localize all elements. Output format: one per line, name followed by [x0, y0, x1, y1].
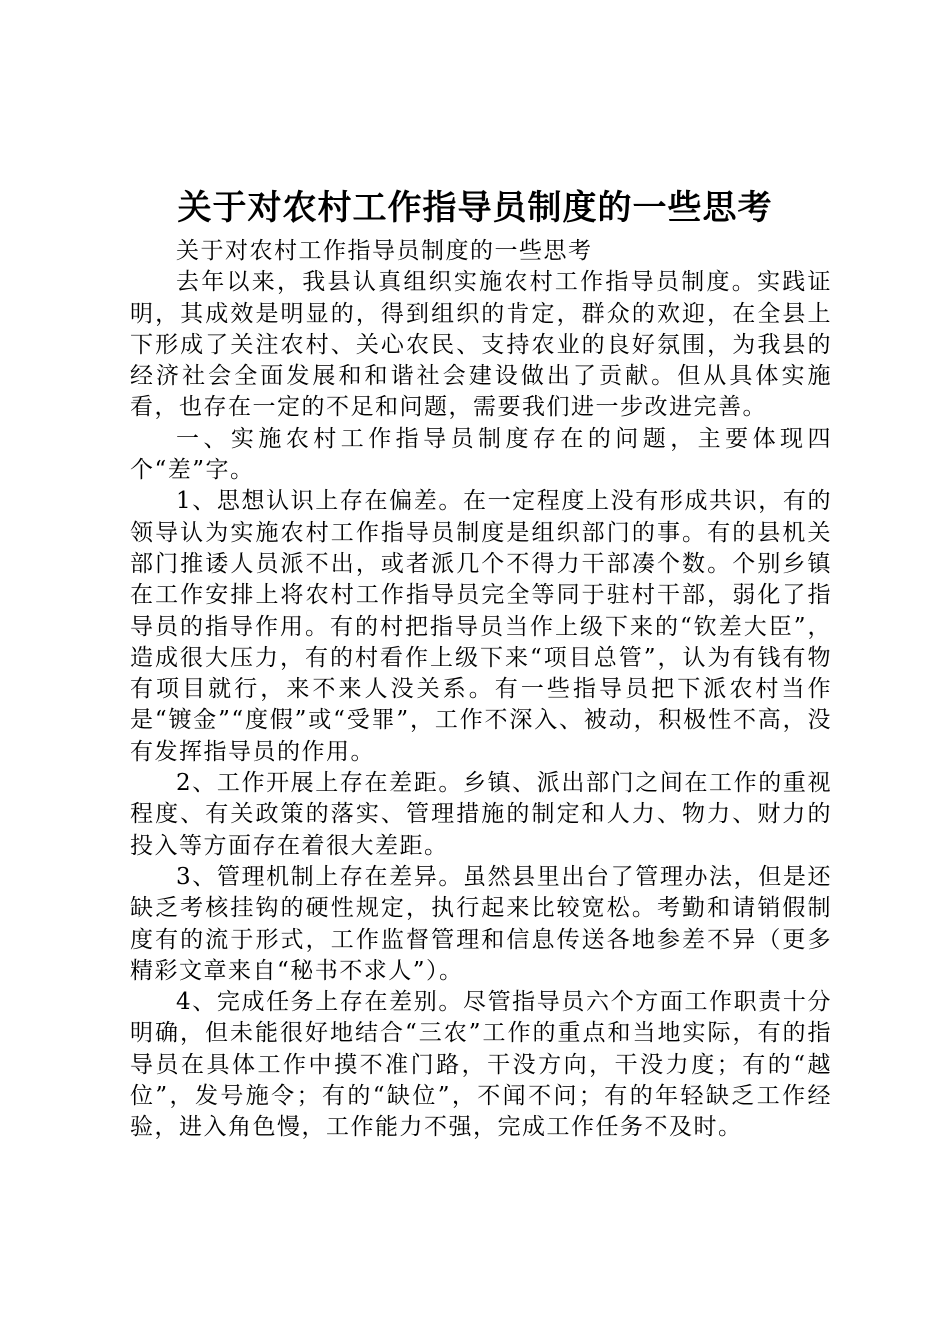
paragraph-point-3: 3、管理机制上存在差异。虽然县里出台了管理办法，但是还缺乏考核挂钩的硬性规定，执行起来比较宽松。考勤和请销假制度有的流于形式，工作监督管理和信息传送各地参差不异（更多精彩文章来自“秘书不求人”）。	[130, 863, 832, 984]
paragraph-intro: 去年以来，我县认真组织实施农村工作指导员制度。实践证明，其成效是明显的，得到组织的肯定，群众的欢迎，在全县上下形成了关注农村、关心农民、支持农业的良好氛围，为我县的经济社会全面发展和和谐社会建设做出了贡献。但从具体实施看，也存在一定的不足和问题，需要我们进一步改进完善。	[130, 269, 832, 421]
paragraph-point-2: 2、工作开展上存在差距。乡镇、派出部门之间在工作的重视程度、有关政策的落实、管理措施的制定和人力、物力、财力的投入等方面存在着很大差距。	[130, 770, 832, 859]
paragraph-point-4: 4、完成任务上存在差别。尽管指导员六个方面工作职责十分明确，但未能很好地结合“三农”工作的重点和当地实际，有的指导员在具体工作中摸不准门路，干没方向，干没力度；有的“越位”，发号施令；有的“缺位”，不闻不问；有的年轻缺乏工作经验，进入角色慢，工作能力不强，完成工作任务不及时。	[130, 989, 832, 1141]
document-body	[130, 236, 832, 1144]
document-title: 关于对农村工作指导员制度的一些思考	[177, 188, 773, 228]
paragraph-section-heading: 一、实施农村工作指导员制度存在的问题，主要体现四个“差”字。	[130, 425, 832, 484]
paragraph-subtitle: 关于对农村工作指导员制度的一些思考	[176, 238, 593, 264]
paragraph-point-1: 1、思想认识上存在偏差。在一定程度上没有形成共识，有的领导认为实施农村工作指导员制度是组织部门的事。有的县机关部门推诿人员派不出，或者派几个不得力干部凑个数。个别乡镇在工作安排上将农村工作指导员完全等同于驻村干部，弱化了指导员的指导作用。有的村把指导员当作上级下来的“钦差大臣”，造成很大压力，有的村看作上级下来“项目总管”，认为有钱有物有项目就行，来不来人没关系。有一些指导员把下派农村当作是“镀金”“度假”或“受罪”，工作不深入、被动，积极性不高，没有发挥指导员的作用。	[130, 488, 832, 765]
